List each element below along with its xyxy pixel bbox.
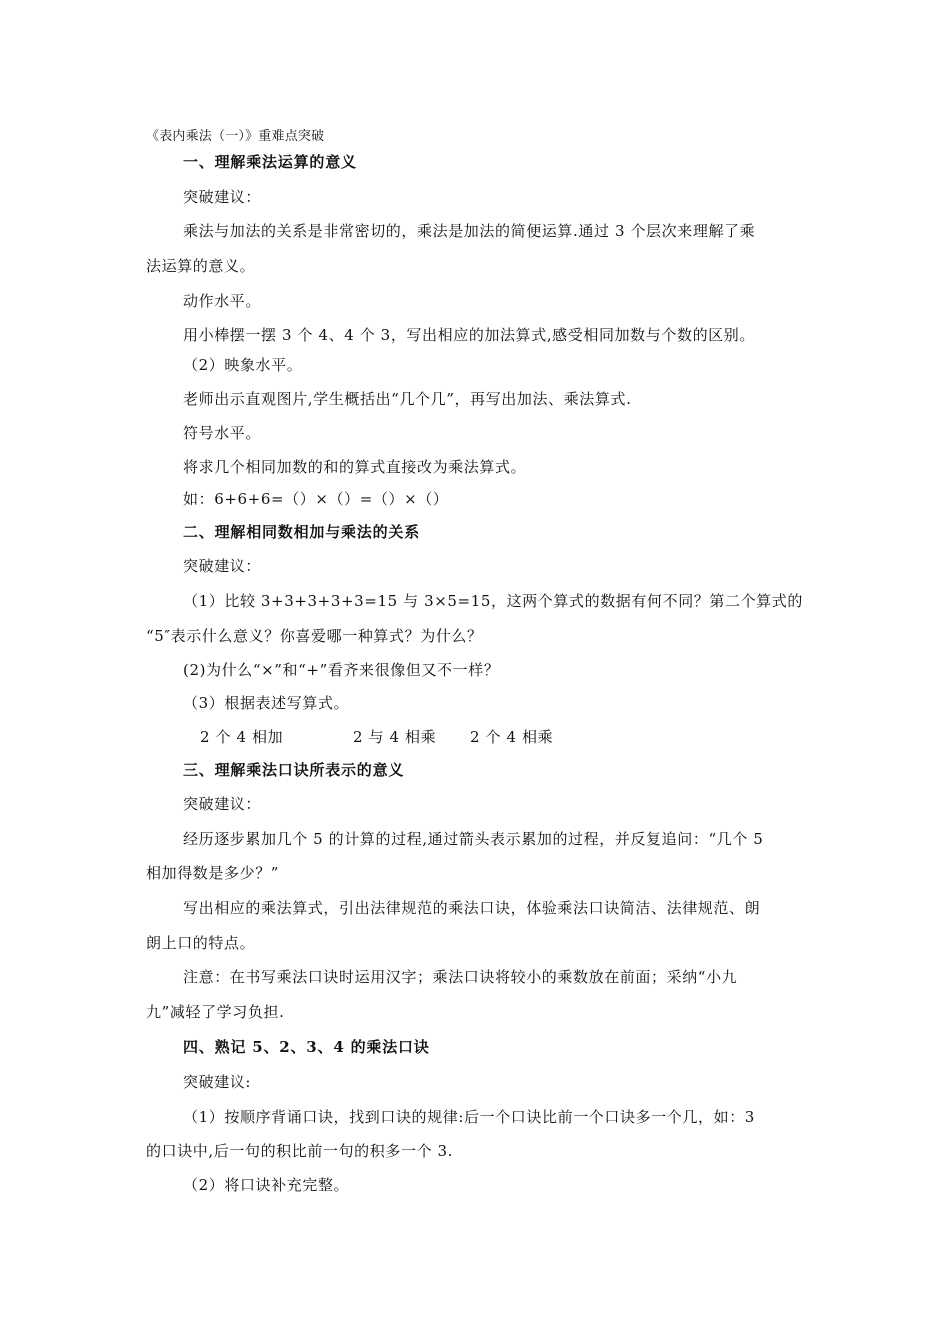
section-2-paragraph-1a: （1）比较 3+3+3+3+3=15 与 3×5=15，这两个算式的数据有何不同？第二个算式的 [183, 592, 804, 610]
section-2-item-1: 2 个 4 相加 [200, 728, 284, 746]
section-4-paragraph-2: （2）将口诀补充完整。 [183, 1176, 350, 1194]
section-2-heading: 二、理解相同数相加与乘法的关系 [183, 523, 421, 541]
section-1-paragraph-6: 符号水平。 [183, 424, 262, 442]
section-1-suggestion-label: 突破建议： [183, 188, 262, 206]
section-2-suggestion-label: 突破建议： [183, 557, 262, 575]
section-2-paragraph-3: （3）根据表述写算式。 [183, 694, 350, 712]
section-2-item-3: 2 个 4 相乘 [470, 728, 554, 746]
section-3-paragraph-3b: 九”减轻了学习负担. [146, 1003, 285, 1021]
section-2-item-2: 2 与 4 相乘 [353, 728, 437, 746]
section-1-paragraph-3: 用小棒摆一摆 3 个 4、4 个 3，写出相应的加法算式,感受相同加数与个数的区别。 [183, 326, 755, 344]
section-1-paragraph-2: 动作水平。 [183, 292, 262, 310]
section-1-paragraph-1a: 乘法与加法的关系是非常密切的，乘法是加法的简便运算.通过 3 个层次来理解了乘 [183, 222, 756, 240]
section-3-suggestion-label: 突破建议： [183, 795, 262, 813]
section-3-paragraph-2b: 朗上口的特点。 [146, 934, 256, 952]
section-1-paragraph-7: 将求几个相同加数的和的算式直接改为乘法算式。 [183, 458, 527, 476]
section-1-heading: 一、理解乘法运算的意义 [183, 153, 357, 171]
section-2-paragraph-2: (2)为什么“×”和“+”看齐来很像但又不一样？ [183, 661, 500, 679]
section-3-paragraph-1b: 相加得数是多少？” [146, 864, 280, 882]
section-1-paragraph-5: 老师出示直观图片,学生概括出“几个几”，再写出加法、乘法算式. [183, 390, 632, 408]
section-1-paragraph-4: （2）映象水平。 [183, 356, 303, 374]
section-3-paragraph-3a: 注意：在书写乘法口诀时运用汉字；乘法口诀将较小的乘数放在前面；采纳“小九 [183, 968, 738, 986]
section-1-example: 如：6+6+6=（）×（）=（）×（） [183, 490, 449, 508]
section-4-suggestion-label: 突破建议: [183, 1073, 252, 1091]
section-4-paragraph-1a: （1）按顺序背诵口诀，找到口诀的规律:后一个口诀比前一个口诀多一个几，如：3 [183, 1108, 755, 1126]
section-1-paragraph-1b: 法运算的意义。 [146, 257, 256, 275]
section-3-paragraph-1a: 经历逐步累加几个 5 的计算的过程,通过箭头表示累加的过程，并反复追问：“几个 5 [183, 830, 764, 848]
section-4-paragraph-1b: 的口诀中,后一句的积比前一句的积多一个 3. [146, 1142, 454, 1160]
section-3-paragraph-2a: 写出相应的乘法算式，引出法律规范的乘法口诀，体验乘法口诀简洁、法律规范、朗 [183, 899, 761, 917]
section-2-paragraph-1b: “5″表示什么意义？你喜爱哪一种算式？为什么？ [146, 627, 483, 645]
section-3-heading: 三、理解乘法口诀所表示的意义 [183, 761, 405, 779]
document-title: 《表内乘法（一）》重难点突破 [146, 129, 325, 144]
section-4-heading: 四、熟记 5、2、3、4 的乘法口诀 [183, 1038, 430, 1056]
